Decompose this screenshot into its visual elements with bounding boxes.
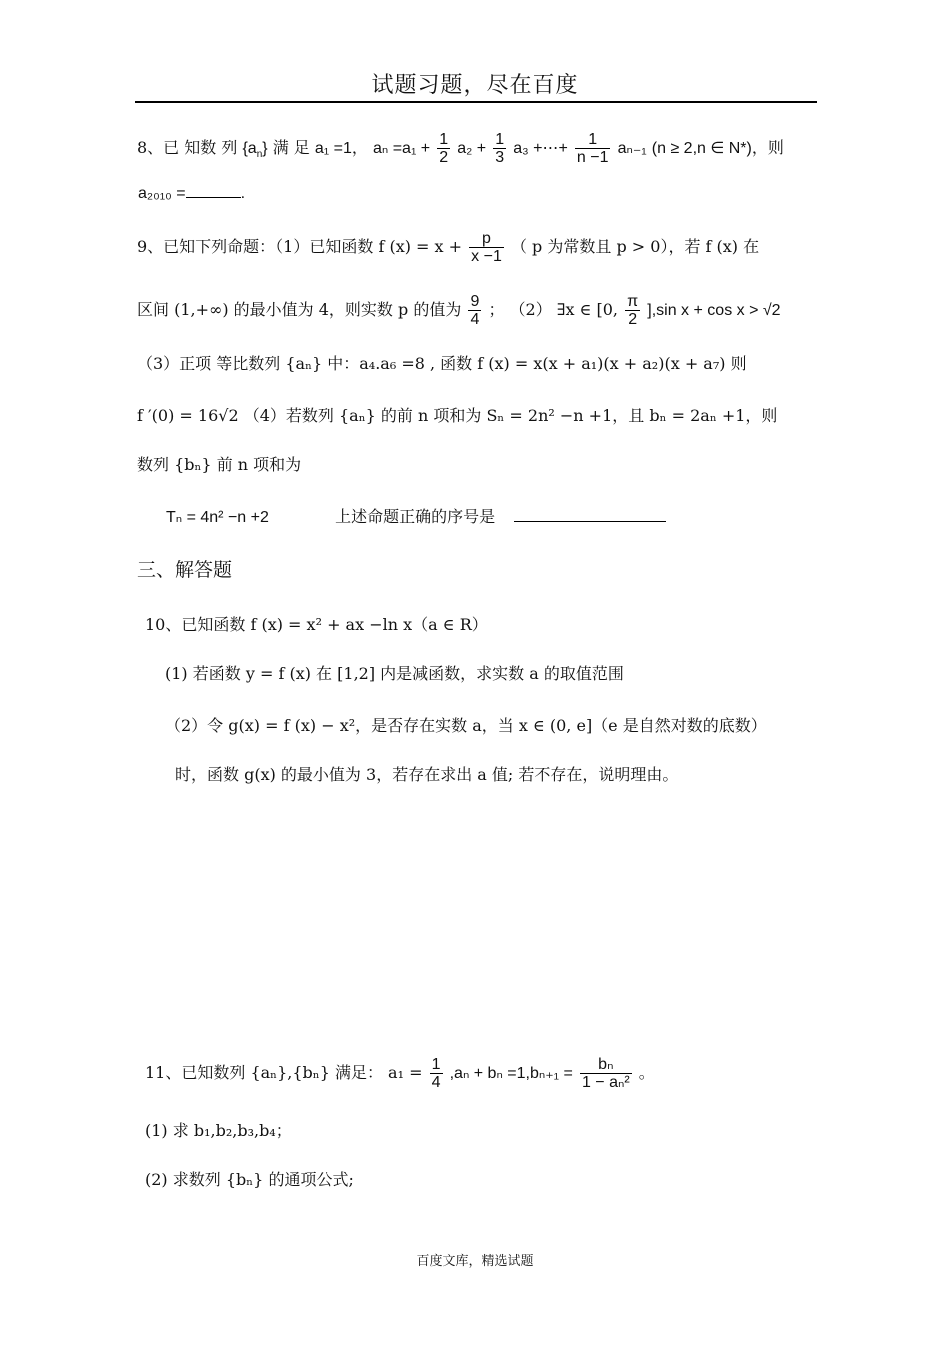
- q8-period: .: [240, 185, 246, 202]
- q9-line1: [137, 230, 759, 265]
- q9-text2a: 区间 (1,+∞) 的最小值为 4，则实数 p 的值为: [137, 300, 462, 319]
- q9-line6: [166, 507, 666, 528]
- q10-line1: 10、已知函数 f (x) = x² + ax −ln x（a ∈ R）: [145, 615, 488, 634]
- q8-cond1: a₁ =1，: [314, 140, 368, 157]
- q11-line2: (1) 求 b₁,b₂,b₃,b₄；: [145, 1121, 292, 1140]
- q9-frac-p: $\frac{p}{x -1}$: [471, 230, 502, 265]
- q11-text1c: 。: [638, 1063, 655, 1082]
- q9-text2b: ； （2） ∃x ∈ [0,: [488, 300, 619, 319]
- q8-cond2: (n ≥ 2,n ∈ N*)，则: [651, 140, 784, 157]
- q9-line4: f ′(0) = 16√2 （4）若数列 {aₙ} 的前 n 项和为 Sₙ = 2n² −n +1，且 bₙ = 2aₙ +1，则: [137, 406, 778, 425]
- q9-frac-94: $\frac{9}{4}$: [470, 293, 480, 328]
- q8-a2010: a₂₀₁₀ =: [138, 185, 186, 202]
- q8-frac3: $\frac{1}{n -1}$: [576, 131, 609, 166]
- page-footer: 百度文库，精选试题: [416, 1254, 534, 1269]
- q9-text1a: 9、已知下列命题：（1）已知函数 f (x) = x +: [137, 237, 463, 256]
- q8-term1: a₂ +: [457, 140, 487, 157]
- q11-frac-b: $\frac{\text{bₙ}}{\text{1 − aₙ²}}$: [581, 1056, 630, 1091]
- q8-frac2: $\frac{1}{3}$: [495, 131, 505, 166]
- q9-line5: 数列 {bₙ} 前 n 项和为: [137, 455, 302, 474]
- q8-line2: [138, 184, 245, 204]
- q8-prefix: 8、已 知数 列: [137, 138, 238, 157]
- q8-term3: aₙ₋₁: [617, 140, 647, 157]
- q11-line1: [145, 1056, 655, 1091]
- q8-term2: a₃ +⋯+: [513, 140, 568, 157]
- q11-line3: (2) 求数列 {bₙ} 的通项公式;: [145, 1170, 354, 1189]
- q9-line2: [137, 293, 781, 328]
- q11-text1a: 11、已知数列 {aₙ},{bₙ} 满足： a₁ =: [145, 1063, 423, 1082]
- q10-line4: 时，函数 g(x) 的最小值为 3，若存在求出 a 值; 若不存在，说明理由。: [175, 765, 679, 784]
- page-header: 试题习题，尽在百度: [371, 73, 579, 98]
- q8-middle: 满 足: [272, 138, 310, 157]
- q9-answer-prompt: 上述命题正确的序号是: [335, 507, 496, 526]
- q9-text1b: （ p 为常数且 p > 0），若 f (x) 在: [510, 237, 760, 256]
- header-rule: [135, 101, 817, 103]
- q9-line3: （3）正项 等比数列 {aₙ} 中：a₄.a₆ =8 , 函数 f (x) = x(x + a₁)(x + a₂)(x + a₇) 则: [137, 354, 747, 373]
- q8-seq: $\{a_n\}$: [242, 140, 268, 161]
- q8-line1: [137, 131, 784, 166]
- q9-text2c: ],sin x + cos x > √2: [647, 302, 781, 319]
- q9-frac-pi: $\frac{\pi}{2}$: [627, 293, 639, 328]
- q10-line2: (1) 若函数 y = f (x) 在 [1,2] 内是减函数，求实数 a 的取值范围: [165, 664, 624, 683]
- q9-tn-formula: Tₙ = 4n² −n +2: [166, 509, 269, 526]
- q9-answer-blank: [514, 521, 666, 522]
- q8-answer-blank: [186, 197, 241, 198]
- q8-frac1: $\frac{1}{2}$: [439, 131, 449, 166]
- q11-text1b: ,aₙ + bₙ =1,bₙ₊₁ =: [449, 1065, 573, 1082]
- q10-line3: （2）令 g(x) = f (x) − x²，是否存在实数 a，当 x ∈ (0, e]（e 是自然对数的底数）: [165, 716, 767, 735]
- section-title: 三、解答题: [137, 559, 233, 581]
- q11-frac-a1: $\frac{1}{4}$: [431, 1056, 441, 1091]
- q8-formula: aₙ =a₁ +: [372, 140, 431, 157]
